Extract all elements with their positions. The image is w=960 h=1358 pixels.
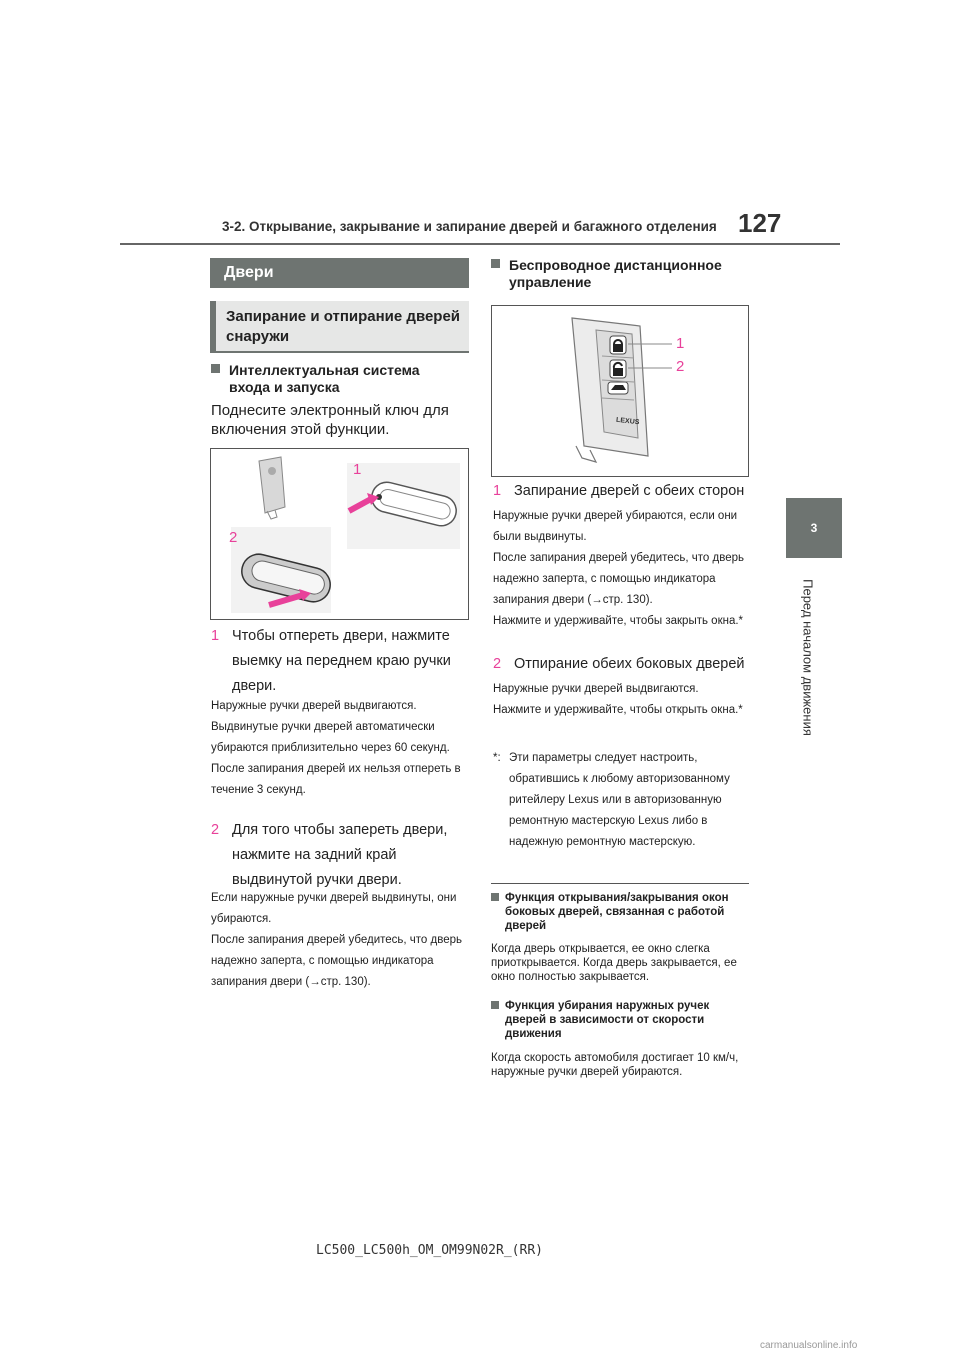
intro-text: Поднесите электронный ключ для включения этой функции. [211, 402, 449, 438]
step-2-notes [493, 679, 749, 721]
figure-label-2: 2 [229, 529, 238, 546]
info-window-function-text: Когда дверь открывается, ее окно слегка приоткрывается. Когда дверь закрывается, ее окно полностью закрывается. [491, 943, 737, 983]
note: После запирания дверей убедитесь, что дверь надежно заперта, с помощью индикатора запирания двери (→стр. 130). [493, 552, 744, 606]
step-2-unlock-both: 2 Отпирание обеих боковых дверей [493, 652, 749, 677]
key-brand-logo: LEXUS [615, 416, 640, 427]
door-handle-illustration [211, 449, 468, 619]
info-divider [491, 883, 749, 884]
header-divider [120, 243, 840, 245]
chapter-label-text: Перед началом движения [800, 579, 816, 736]
door-handle-figure [210, 448, 469, 620]
step-1-notes [211, 696, 469, 801]
watermark: carmanualsonline.info [760, 1340, 858, 1351]
step-1-lock-all: 1 Запирание дверей с обеих сторон [493, 479, 749, 504]
note: Выдвинутые ручки дверей автоматически убираются приблизительно через 60 секунд. [211, 721, 450, 754]
page-number: 127 [738, 208, 782, 238]
key-fob-illustration [492, 306, 748, 476]
figure-label-1: 1 [676, 335, 685, 352]
footnote-mark: *: [493, 752, 501, 764]
section-bar-doors: Двери [210, 258, 469, 288]
step-number: 1 [493, 483, 502, 499]
note: Нажмите и удерживайте, чтобы закрыть окна.* [493, 615, 744, 627]
smart-entry-heading: Интеллектуальная система входа и запуска [211, 362, 461, 396]
note: После запирания дверей их нельзя отпереть в течение 3 секунд. [211, 763, 461, 796]
note: Наружные ручки дверей выдвигаются. [493, 683, 699, 695]
document-code: LC500_LC500h_OM_OM99N02R_(RR) [316, 1243, 543, 1258]
subsection-bar: Запирание и отпирание дверей снаружи [210, 301, 469, 351]
square-bullet-icon [491, 893, 499, 901]
figure-label-2: 2 [676, 358, 685, 375]
chapter-tab: 3 [786, 498, 842, 558]
remote-control-heading: Беспроводное дистанционное управление [491, 257, 749, 291]
square-bullet-icon [211, 364, 220, 373]
note: После запирания дверей убедитесь, что дверь надежно заперта, с помощью индикатора запирания двери (→стр. 130). [211, 934, 462, 988]
footnote-text: Эти параметры следует настроить, обратившись к любому авторизованному ритейлеру Lexus или в авторизованную ремонтную мастерскую Lexus либо в надежную ремонтную мастерскую. [509, 752, 730, 848]
step-2-notes [211, 888, 469, 993]
note: Наружные ручки дверей выдвигаются. [211, 700, 417, 712]
step-number: 2 [493, 656, 502, 672]
square-bullet-icon [491, 1001, 499, 1009]
note: Нажмите и удерживайте, чтобы открыть окна.* [493, 704, 743, 716]
subsection-rule [210, 351, 469, 353]
square-bullet-icon [491, 259, 500, 268]
info-handle-retract-text: Когда скорость автомобиля достигает 10 км/ч, наружные ручки дверей убираются. [491, 1052, 739, 1078]
chapter-label [800, 568, 816, 748]
key-fob-figure [491, 305, 749, 477]
note: Наружные ручки дверей убираются, если они были выдвинуты. [493, 510, 738, 543]
info-handle-retract-heading: Функция убирания наружных ручек дверей в зависимости от скорости движения [491, 999, 749, 1041]
info-window-function-heading: Функция открывания/закрывания окон боковых дверей, связанная с работой дверей [491, 891, 749, 933]
section-title: 3-2. Открывание, закрывание и запирание дверей и багажного отделения [222, 219, 717, 234]
step-number: 2 [211, 822, 220, 838]
note: Если наружные ручки дверей выдвинуты, они убираются. [211, 892, 457, 925]
step-1-unlock: 1 Чтобы отпереть двери, нажмите выемку на переднем краю ручки двери. [211, 624, 461, 699]
step-2-lock: 2 Для того чтобы запереть двери, нажмите на задний край выдвинутой ручки двери. [211, 818, 461, 893]
step-1-notes [493, 506, 749, 632]
footnote [493, 748, 749, 853]
step-number: 1 [211, 628, 220, 644]
figure-label-1: 1 [353, 461, 362, 478]
